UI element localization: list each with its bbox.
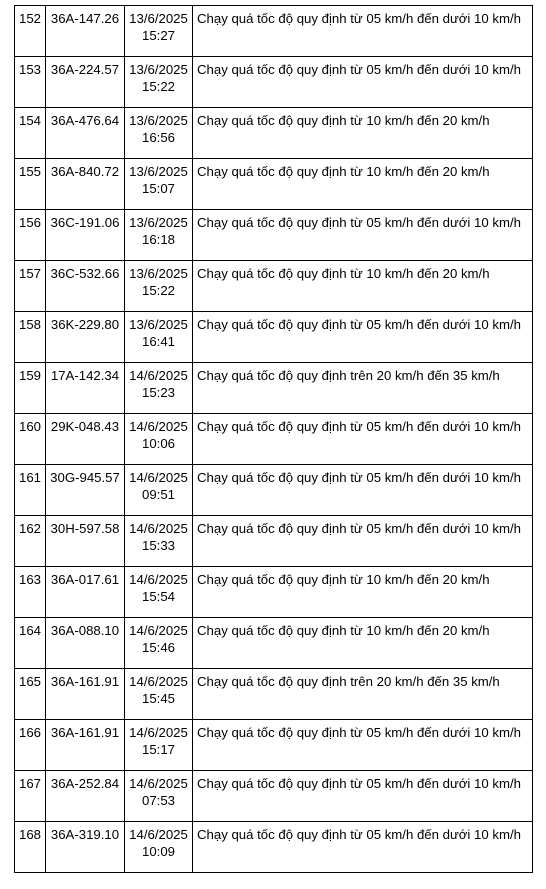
violation-time-cell (125, 159, 193, 210)
row-number-cell: 165 (15, 669, 46, 720)
table-row (15, 6, 533, 57)
table-row (15, 312, 533, 363)
violation-date: 13/6/2025 (129, 164, 188, 179)
license-plate-cell: 36A-161.91 (46, 720, 125, 771)
license-plate-cell: 36A-224.57 (46, 57, 125, 108)
row-number-cell: 167 (15, 771, 46, 822)
row-number-cell: 152 (15, 6, 46, 57)
violation-date: 14/6/2025 (129, 776, 188, 791)
violation-date: 13/6/2025 (129, 62, 188, 77)
violation-clock-time: 15:45 (141, 691, 175, 706)
license-plate-cell: 36A-017.61 (46, 567, 125, 618)
violation-description-cell: Chạy quá tốc độ quy định từ 05 km/h đến dưới 10 km/h (193, 771, 533, 822)
violation-clock-time: 15:22 (141, 79, 175, 94)
row-number-cell: 162 (15, 516, 46, 567)
violation-description-cell: Chạy quá tốc độ quy định từ 05 km/h đến dưới 10 km/h (193, 312, 533, 363)
table-row (15, 261, 533, 312)
violation-description-cell: Chạy quá tốc độ quy định từ 05 km/h đến dưới 10 km/h (193, 822, 533, 873)
table-row (15, 669, 533, 720)
violation-time-cell (125, 261, 193, 312)
violation-description-cell: Chạy quá tốc độ quy định từ 10 km/h đến 20 km/h (193, 159, 533, 210)
violation-clock-time: 15:23 (141, 385, 175, 400)
violation-time-cell (125, 720, 193, 771)
table-row (15, 567, 533, 618)
license-plate-cell: 36A-088.10 (46, 618, 125, 669)
violation-clock-time: 15:17 (141, 742, 175, 757)
violation-time-cell (125, 108, 193, 159)
violation-description-cell: Chạy quá tốc độ quy định từ 05 km/h đến dưới 10 km/h (193, 465, 533, 516)
violation-date: 13/6/2025 (129, 113, 188, 128)
violation-time-cell (125, 312, 193, 363)
row-number-cell: 157 (15, 261, 46, 312)
license-plate-cell: 36A-252.84 (46, 771, 125, 822)
row-number-cell: 156 (15, 210, 46, 261)
table-row (15, 210, 533, 261)
violation-date: 13/6/2025 (129, 317, 188, 332)
row-number-cell: 155 (15, 159, 46, 210)
violation-description-cell: Chạy quá tốc độ quy định trên 20 km/h đến 35 km/h (193, 669, 533, 720)
table-row (15, 159, 533, 210)
violation-time-cell (125, 414, 193, 465)
license-plate-cell: 17A-142.34 (46, 363, 125, 414)
table-row (15, 414, 533, 465)
row-number-cell: 160 (15, 414, 46, 465)
table-row (15, 465, 533, 516)
violations-table-body (15, 6, 533, 873)
violation-date: 13/6/2025 (129, 266, 188, 281)
license-plate-cell: 36A-476.64 (46, 108, 125, 159)
violation-description-cell: Chạy quá tốc độ quy định từ 05 km/h đến dưới 10 km/h (193, 414, 533, 465)
license-plate-cell: 36A-147.26 (46, 6, 125, 57)
violation-clock-time: 16:56 (141, 130, 175, 145)
violation-time-cell (125, 363, 193, 414)
license-plate-cell: 36C-532.66 (46, 261, 125, 312)
violation-date: 14/6/2025 (129, 470, 188, 485)
license-plate-cell: 30G-945.57 (46, 465, 125, 516)
table-row (15, 720, 533, 771)
violation-clock-time: 07:53 (141, 793, 175, 808)
violation-description-cell: Chạy quá tốc độ quy định từ 10 km/h đến 20 km/h (193, 108, 533, 159)
violation-time-cell (125, 57, 193, 108)
violation-time-cell (125, 771, 193, 822)
violation-date: 13/6/2025 (129, 11, 188, 26)
row-number-cell: 163 (15, 567, 46, 618)
violation-date: 14/6/2025 (129, 623, 188, 638)
violation-description-cell: Chạy quá tốc độ quy định từ 10 km/h đến 20 km/h (193, 618, 533, 669)
violations-table (14, 5, 533, 873)
violation-time-cell (125, 210, 193, 261)
license-plate-cell: 36C-191.06 (46, 210, 125, 261)
violation-time-cell (125, 822, 193, 873)
table-row (15, 618, 533, 669)
violation-clock-time: 15:46 (141, 640, 175, 655)
table-row (15, 108, 533, 159)
violation-clock-time: 09:51 (141, 487, 175, 502)
violation-clock-time: 16:18 (141, 232, 175, 247)
row-number-cell: 166 (15, 720, 46, 771)
violation-description-cell: Chạy quá tốc độ quy định từ 05 km/h đến dưới 10 km/h (193, 6, 533, 57)
violation-date: 14/6/2025 (129, 674, 188, 689)
license-plate-cell: 36A-840.72 (46, 159, 125, 210)
violation-description-cell: Chạy quá tốc độ quy định từ 10 km/h đến 20 km/h (193, 261, 533, 312)
table-row (15, 516, 533, 567)
violation-date: 13/6/2025 (129, 215, 188, 230)
violation-time-cell (125, 669, 193, 720)
row-number-cell: 159 (15, 363, 46, 414)
row-number-cell: 154 (15, 108, 46, 159)
violation-clock-time: 15:22 (141, 283, 175, 298)
table-row (15, 363, 533, 414)
violation-time-cell (125, 618, 193, 669)
license-plate-cell: 36A-161.91 (46, 669, 125, 720)
violation-clock-time: 10:09 (141, 844, 175, 859)
violation-description-cell: Chạy quá tốc độ quy định từ 05 km/h đến dưới 10 km/h (193, 720, 533, 771)
violation-description-cell: Chạy quá tốc độ quy định trên 20 km/h đến 35 km/h (193, 363, 533, 414)
violation-date: 14/6/2025 (129, 419, 188, 434)
violation-clock-time: 10:06 (141, 436, 175, 451)
violation-description-cell: Chạy quá tốc độ quy định từ 05 km/h đến dưới 10 km/h (193, 516, 533, 567)
violation-description-cell: Chạy quá tốc độ quy định từ 05 km/h đến dưới 10 km/h (193, 210, 533, 261)
violation-date: 14/6/2025 (129, 725, 188, 740)
row-number-cell: 164 (15, 618, 46, 669)
license-plate-cell: 30H-597.58 (46, 516, 125, 567)
license-plate-cell: 36K-229.80 (46, 312, 125, 363)
row-number-cell: 161 (15, 465, 46, 516)
table-row (15, 57, 533, 108)
license-plate-cell: 29K-048.43 (46, 414, 125, 465)
row-number-cell: 158 (15, 312, 46, 363)
violation-date: 14/6/2025 (129, 368, 188, 383)
violation-clock-time: 15:27 (141, 28, 175, 43)
violation-date: 14/6/2025 (129, 572, 188, 587)
violation-clock-time: 15:07 (141, 181, 175, 196)
violation-date: 14/6/2025 (129, 827, 188, 842)
row-number-cell: 168 (15, 822, 46, 873)
violation-description-cell: Chạy quá tốc độ quy định từ 10 km/h đến 20 km/h (193, 567, 533, 618)
table-row (15, 822, 533, 873)
violation-time-cell (125, 516, 193, 567)
violation-time-cell (125, 567, 193, 618)
license-plate-cell: 36A-319.10 (46, 822, 125, 873)
violation-clock-time: 15:33 (141, 538, 175, 553)
violation-description-cell: Chạy quá tốc độ quy định từ 05 km/h đến dưới 10 km/h (193, 57, 533, 108)
table-row (15, 771, 533, 822)
violation-date: 14/6/2025 (129, 521, 188, 536)
violation-clock-time: 16:41 (141, 334, 175, 349)
violation-time-cell (125, 465, 193, 516)
violation-clock-time: 15:54 (141, 589, 175, 604)
row-number-cell: 153 (15, 57, 46, 108)
violation-time-cell (125, 6, 193, 57)
